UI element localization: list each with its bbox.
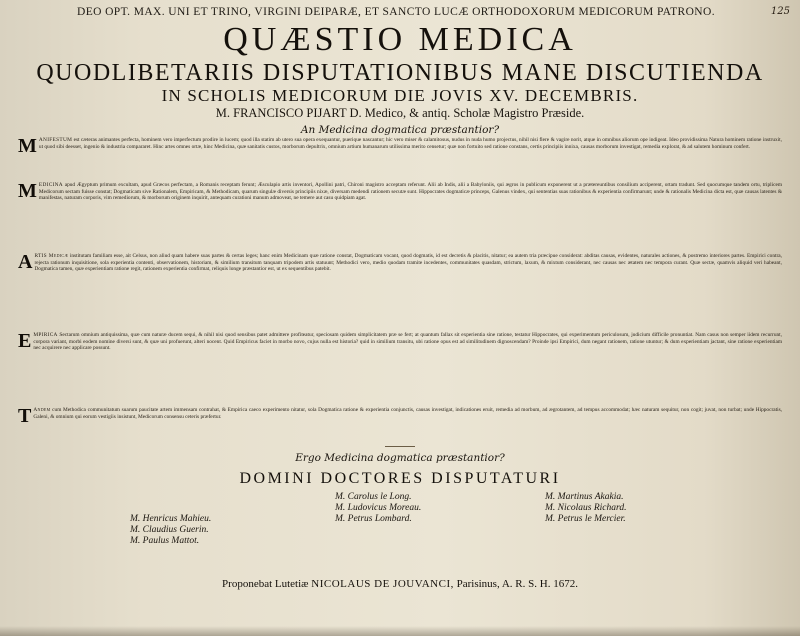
imprint-line bbox=[0, 578, 800, 590]
paragraph-lead: EDICINA bbox=[38, 182, 63, 188]
paragraph-lead: Andem bbox=[33, 407, 51, 413]
imprint-name: NICOLAUS DE JOUVANCI, bbox=[311, 578, 454, 590]
paragraph-text: apud Ægyptum primum excultam, apud Græcos perfectam, a Romanis receptam ferunt; Æsculapio artis inventori, Apollini patri, Chironi magistro acceptam referunt. Alii ab Indis, alii a Babyloniis, qui ægros in publicum exponerent ut a prætereuntibus consilium acciperent, ortam tradunt. Sed quocumque tandem ortu, triplicem Medicorum sectam fuisse constat; Dogmaticam sive Rationalem, Empiricam, & Methodicam, quarum singulæ diversis principiis nixæ, diversam medendi rationem secutæ sunt. Hippocrates dogmaticæ princeps, Galenus vindex, qui sententias suas rationibus & experientia confirmarunt; unde & rationalis Medicina dicta est, quæ causas latentes & manifestas, naturam corporis, vim remediorum, & morborum originem inquirit, antequam curationi manum admoveat, ne temere aut casu quidpiam agat. bbox=[38, 182, 782, 202]
paragraph-2 bbox=[18, 182, 782, 250]
doctor-name: M. Petrus le Mercier. bbox=[545, 514, 626, 524]
drop-cap: M bbox=[18, 137, 37, 157]
president-line: M. FRANCISCO PIJART D. Medico, & antiq. Scholæ Magistro Præside. bbox=[215, 106, 585, 120]
title-main: QUÆSTIO MEDICA bbox=[223, 21, 577, 58]
doctors-heading: DOMINI DOCTORES DISPUTATURI bbox=[239, 470, 561, 487]
paragraph-text: est cæteras animantes perfecta, hominem vero imperfectum prodire in lucem; quod illa statim ab utero sua opera exequantur, puerique nascantur; hic vero miser & calamitosus, nudus in nuda humo projectus, nihil nisi flere & vagire norit, atque in omnibus aliorum ope indigeat. Ideo providissima Natura hominem ratione instruxit, ut quod sibi deesset, ingenio & industria compararet. Hinc artes omnes ortæ, hinc Medicina, quæ sanitatis custos, morborum depultrix, omnium artium humanarum utilissima merito censetur; quæ non fortuito sed ratione constans, certis principiis innixa, causas morborum investigat, remedia explorat, & ad salutem hominum confert. bbox=[38, 137, 782, 150]
imprint-suffix: Parisinus, A. R. S. H. 1672. bbox=[456, 578, 578, 590]
doctor-name: M. Henricus Mahieu. bbox=[130, 514, 212, 524]
doctors-column-3 bbox=[545, 492, 626, 525]
drop-cap: A bbox=[18, 253, 33, 273]
title-schedule: IN SCHOLIS MEDICORUM DIE JOVIS XV. DECEMBRIS. bbox=[161, 86, 639, 105]
drop-cap: M bbox=[18, 182, 37, 202]
doctors-column-2 bbox=[335, 492, 421, 525]
paragraph-5 bbox=[18, 407, 782, 445]
paragraph-3 bbox=[18, 253, 782, 329]
doctor-name: M. Nicolaus Richard. bbox=[545, 503, 627, 513]
doctor-name: M. Martinus Akakia. bbox=[545, 492, 624, 502]
paragraph-text: cum Methodica communitatum suarum paucitate artem immensam contrahat, & Empirica caeco experimento nitatur, sola Dogmatica ratione & experientia conjunctis, causas investigat, indicationes eruit, remedia ad morbum, ad ægrotantem, ad tempus accommodat; hæc naturam sequitur, non cogit; juvat, non turbat; unde Hippocratis, Galeni, & omnium qui eorum vestigiis insistunt, Medicorum consensu ceteris præfertur. bbox=[33, 407, 782, 420]
paragraph-lead: ANIFESTUM bbox=[38, 137, 73, 143]
doctors-column-1 bbox=[130, 514, 211, 547]
folio-number: 125 bbox=[770, 6, 790, 17]
paragraph-1 bbox=[18, 137, 782, 179]
divider-rule bbox=[385, 446, 415, 447]
doctor-name: M. Petrus Lombard. bbox=[335, 514, 412, 524]
drop-cap: T bbox=[18, 407, 32, 427]
doctor-name: M. Paulus Mattot. bbox=[130, 536, 200, 546]
thesis-question: An Medicina dogmatica præstantior? bbox=[300, 124, 500, 136]
drop-cap: E bbox=[18, 332, 32, 352]
doctor-name: M. Claudius Guerin. bbox=[130, 525, 209, 535]
thesis-body bbox=[18, 137, 782, 445]
doctor-name: M. Carolus le Long. bbox=[335, 492, 412, 502]
doctor-name: M. Ludovicus Moreau. bbox=[335, 503, 422, 513]
paragraph-4 bbox=[18, 332, 782, 404]
paragraph-lead: RTIS Medicæ bbox=[34, 253, 69, 259]
title-subtitle: QUODLIBETARIIS DISPUTATIONIBUS MANE DISCUTIENDA bbox=[36, 60, 764, 86]
paragraph-text: institutam familiam esse, ait Celsus, non aliud quam habere suas partes & certas leges; hanc enim Medicinam quæ ratione constat, Dogmaticam vocant, quod dogmatis, id est decretis & placitis, nitatur; ea autem tria præcipue considerat: abditas causas, evidentes, naturales actiones, & postremo interiores partes. Empirici contra, rejecta rationum inquisitione, sola experientia contenti, observationem, historiam, & similium transitum tanquam tripodem artis statuunt; Methodici vero, medio quodam tramite incedentes, communitates quasdam, strictum, laxum, & mixtum considerant, nec causas nec ætatem nec tempora curant. Quæ sectæ, quamvis aliquid veri habeant, Dogmatica tamen, quæ experientiam ratione regit, rationem experientia confirmat, reliquis longe præstantior est, ut ex sequentibus patebit. bbox=[34, 253, 782, 273]
imprint-prefix: Proponebat Lutetiæ bbox=[222, 578, 309, 590]
doctors-list bbox=[0, 492, 800, 572]
paragraph-lead: MPIRICA bbox=[33, 332, 58, 338]
dedication-line: DEO OPT. MAX. UNI ET TRINO, VIRGINI DEIPARÆ, ET SANCTO LUCÆ ORTHODOXORUM MEDICORUM PATRONO. bbox=[76, 6, 715, 18]
paragraph-text: Sectarum omnium antiquissima, quæ cum naturæ ducem sequi, & nihil nisi quod sensibus patet admittere profiteatur, speciosam quidem simplicitatem præ se fert; at quantum fallax sit experientia sine ratione, testatur Hippocrates, qui experimentum periculosum, judicium difficile pronuntiat. Nam casus non semper iidem recurrunt, corpora variant, morbi eodem nomine diversi sunt, & quæ uni profuerunt, alteri nocent. Quid Empiricus faciet in morbo novo, cujus nulla est historia? quid in similium transitu, ubi ratione opus est ad similitudinem dignoscendam? Proinde ipsi Empirici, dum negant rationem, ratione utuntur; & dum experientiam jactant, sine ratione experientiam nec acquirere nec applicare possunt. bbox=[33, 332, 782, 352]
conclusion-line: Ergo Medicina dogmatica præstantior? bbox=[295, 452, 505, 464]
